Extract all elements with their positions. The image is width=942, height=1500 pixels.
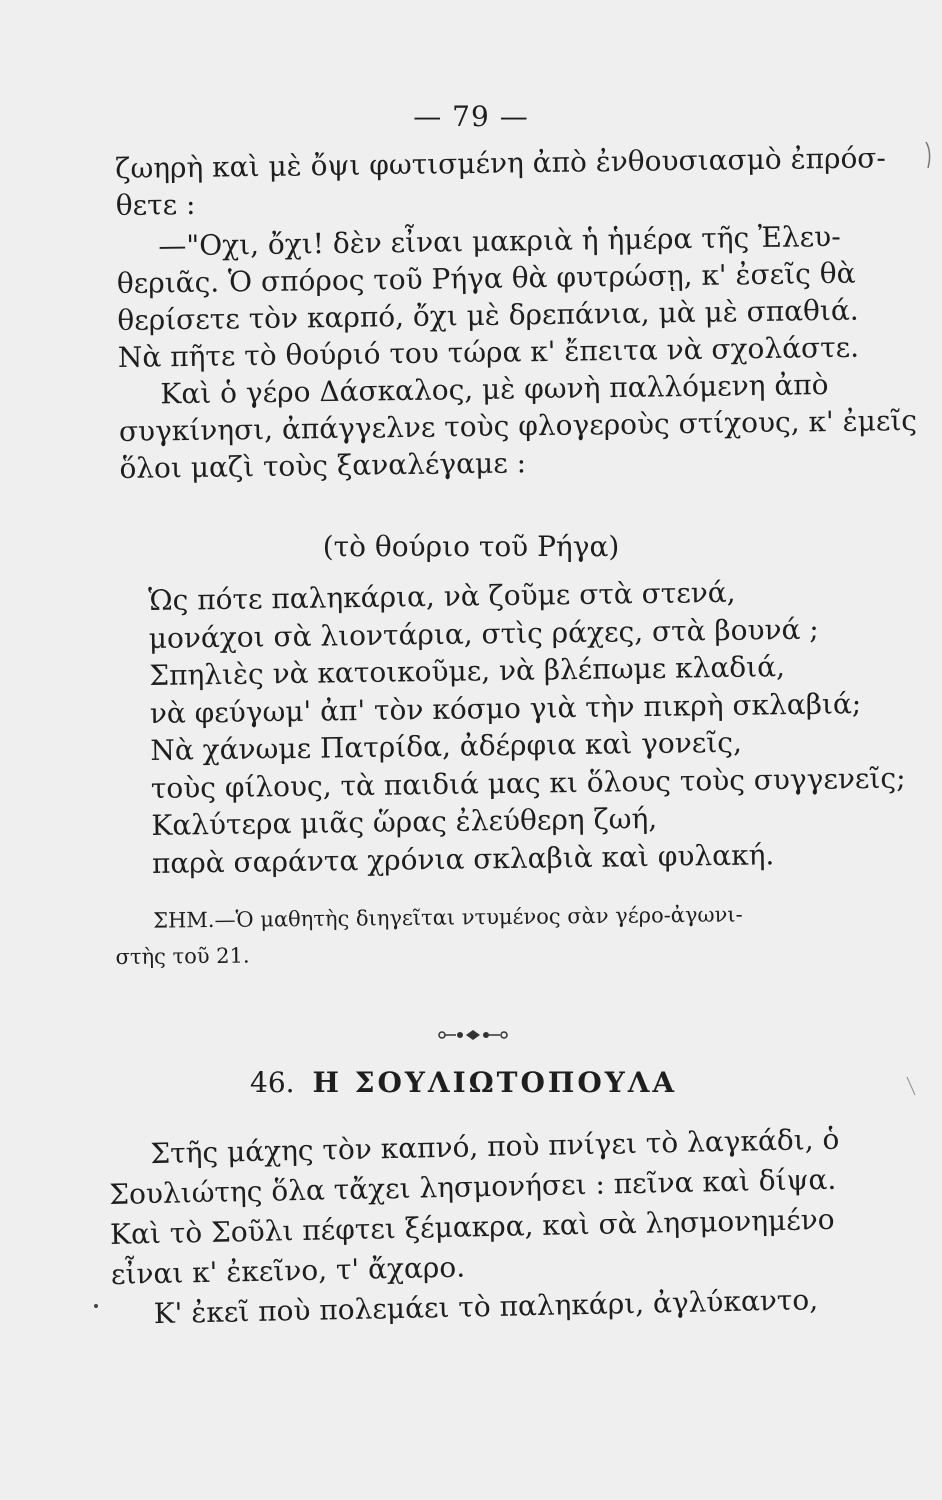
text-line: θεριᾶς. Ὁ σπόρος τοῦ Ρήγα θὰ φυτρώσῃ, κ' ἐσεῖς θὰ (116, 256, 856, 300)
poem-verse: νὰ φεύγωμ' ἀπ' τὸν κόσμο γιὰ τὴν πικρὴ σκλαβιά; (149, 686, 862, 730)
section-number: 46. (250, 1066, 295, 1099)
footnote-line: ΣΗΜ.—Ὁ μαθητὴς διηγεῖται ντυμένος σὰν γέρο-ἀγωνι- (153, 902, 743, 933)
text-line: ὅλοι μαζὶ τοὺς ξαναλέγαμε : (119, 446, 527, 485)
text-line: θετε : (115, 187, 196, 222)
text-line: Καὶ τὸ Σοῦλι πέφτει ξέμακρα, καὶ σὰ λησμονημένο (109, 1202, 835, 1251)
margin-dot (92, 1302, 100, 1310)
footnote (115, 896, 743, 975)
footnote-line: στὴς τοῦ 21. (115, 943, 250, 969)
text-line: εἶναι κ' ἐκεῖνο, τ' ἄχαρο. (110, 1250, 466, 1291)
section-title: Η ΣΟΥΛΙΩΤΟΠΟΥΛΑ (312, 1066, 678, 1099)
ornament-divider (438, 1028, 508, 1042)
poem-verse: Σπηλιὲς νὰ κατοικοῦμε, νὰ βλέπωμε κλαδιά, (149, 650, 786, 692)
page-number: — 79 — (413, 100, 529, 133)
poem-verse: τοὺς φίλους, τὰ παιδιά μας κι ὅλους τοὺς συγγενεῖς; (150, 760, 906, 805)
text-line: Νὰ πῆτε τὸ θούριό του τώρα κ' ἔπειτα νὰ σχολάστε. (117, 330, 860, 374)
text-line: συγκίνησι, ἀπάγγελνε τοὺς φλογεροὺς στίχους, κ' ἐμεῖς (118, 403, 918, 448)
text-line: Κ' ἐκεῖ ποὺ πολεμάει τὸ παληκάρι, ἀγλύκαντο, (153, 1283, 819, 1331)
poem-title: (τὸ θούριο τοῦ Ρήγα) (322, 530, 620, 563)
poem-verse: Νὰ χάνωμε Πατρίδα, ἀδέρφια καὶ γονεῖς, (150, 725, 743, 767)
section-paragraph (108, 1120, 840, 1335)
text-line: Στῆς μάχης τὸν καπνό, ποὺ πνίγει τὸ λαγκάδι, ὁ (150, 1122, 840, 1171)
text-line: θερίσετε τὸν καρπό, ὄχι μὲ δρεπάνια, μὰ μὲ σπαθιά. (117, 293, 859, 337)
margin-mark (905, 1075, 919, 1099)
poem (148, 571, 907, 882)
poem-verse: μονάχοι σὰ λιοντάρια, στὶς ράχες, στὰ βουνά ; (148, 612, 819, 655)
poem-verse: παρὰ σαράντα χρόνια σκλαβιὰ καὶ φυλακή. (151, 837, 775, 880)
poem-verse: Ὡς πότε παληκάρια, νὰ ζοῦμε στὰ στενά, (148, 575, 736, 617)
paragraph-continuation (115, 140, 918, 487)
margin-mark (922, 140, 936, 170)
text-line: Σουλιώτης ὅλα τἄχει λησμονήσει : πεῖνα καὶ δίψα. (108, 1162, 837, 1211)
poem-verse: Καλύτερα μιᾶς ὥρας ἐλεύθερη ζωή, (151, 801, 658, 842)
text-line: Καὶ ὁ γέρο Δάσκαλος, μὲ φωνὴ παλλόμενη ἀπὸ (160, 368, 829, 411)
text-line: —"Οχι, ὄχι! δὲν εἶναι μακριὰ ἡ ἡμέρα τῆς Ἐλευ- (158, 219, 841, 263)
section-heading (250, 1066, 677, 1099)
text-line: ζωηρὴ καὶ μὲ ὄψι φωτισμένη ἀπὸ ἐνθουσιασμὸ ἐπρόσ- (115, 141, 887, 185)
